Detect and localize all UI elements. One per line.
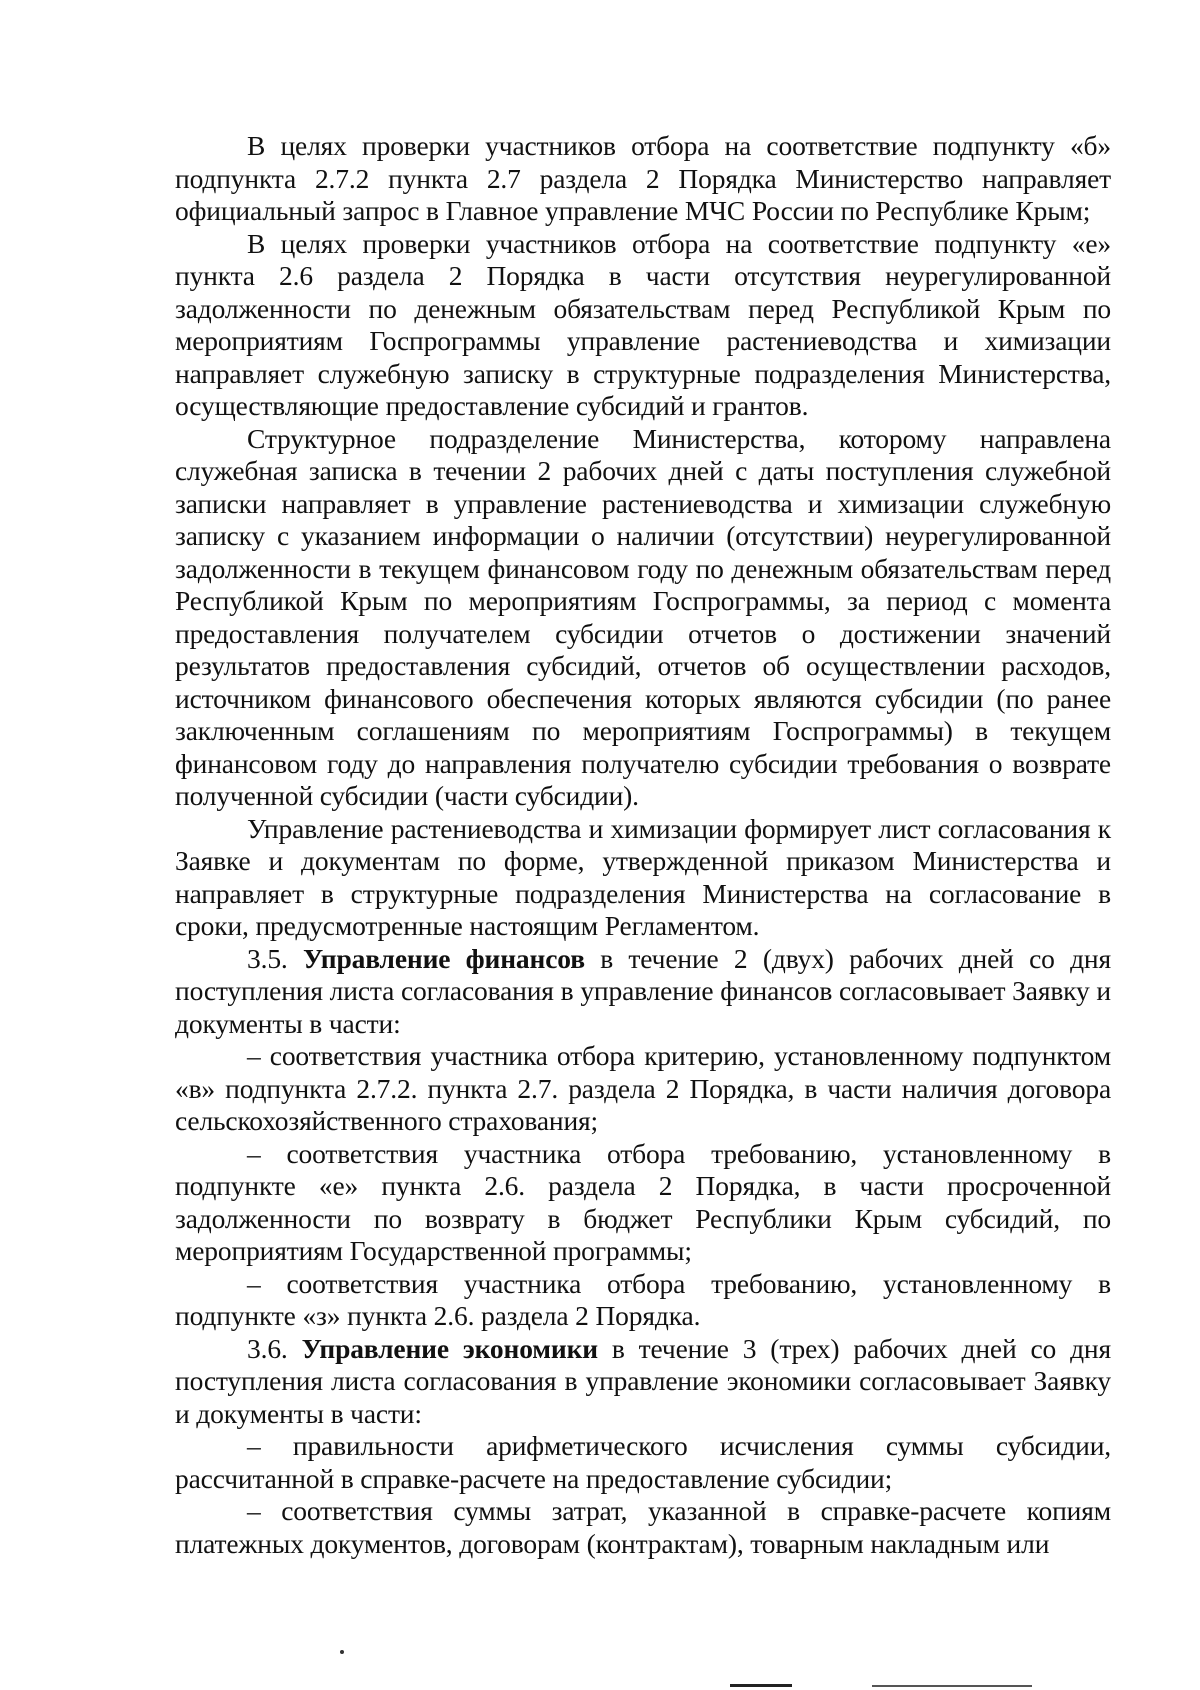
scan-speck xyxy=(340,1650,344,1654)
paragraph-3: Структурное подразделение Министерства, которому направлена служебная записка в течении 2 рабочих дней с даты поступления служебной записки направляет в управление растениеводства и химизации служебную записку с указанием информации о наличии (отсутствии) неурегулированной задолженности в текущем финансовом году по денежным обязательствам перед Республикой Крым по мероприятиям Госпрограммы, за период с момента предоставления получателем субсидии отчетов о достижении значений результатов предоставления субсидий, отчетов об осуществлении расходов, источником финансового обеспечения которых являются субсидии (по ранее заключенным соглашениям по мероприятиям Госпрограммы) в текущем финансовом году до направления получателю субсидии требования о возврате полученной субсидии (части субсидии). xyxy=(175,422,1111,811)
list-item-2: – соответствия участника отбора требованию, установленному в подпункте «е» пункта 2.6. раздела 2 Порядка, в части просроченной задолженности по возврату в бюджет Республики Крым субсидий, по мероприятиям Государственной программы; xyxy=(175,1137,1111,1266)
section-3-5-heading: Управление финансов xyxy=(303,942,585,974)
document-page xyxy=(175,130,1111,1630)
paragraph-1: В целях проверки участников отбора на соответствие подпункту «б» подпункта 2.7.2 пункта 2.7 раздела 2 Порядка Министерство направляет официальный запрос в Главное управление МЧС России по Республике Крым; xyxy=(175,130,1111,226)
section-3-5 xyxy=(175,943,1111,1041)
section-3-6 xyxy=(175,1333,1111,1431)
list-item-5: – соответствия суммы затрат, указанной в справке-расчете копиям платежных документов, договорам (контрактам), товарным накладным или xyxy=(175,1495,1111,1559)
scan-edge-mark-2 xyxy=(872,1685,1032,1687)
section-3-5-number: 3.5. xyxy=(247,942,303,974)
section-3-5-text: в течение 2 (двух) рабочих дней со дня поступления листа согласования в управление финансов согласовывает Заявку и документы в части: xyxy=(175,942,1111,1039)
list-item-4: – правильности арифметического исчисления суммы субсидии, рассчитанной в справке-расчете на предоставление субсидии; xyxy=(175,1430,1111,1494)
scan-edge-mark xyxy=(730,1684,792,1687)
section-3-6-number: 3.6. xyxy=(247,1332,302,1364)
list-item-1: – соответствия участника отбора критерию, установленному подпунктом «в» подпункта 2.7.2. пункта 2.7. раздела 2 Порядка, в части наличия договора сельскохозяйственного страхования; xyxy=(175,1040,1111,1136)
section-3-6-text: в течение 3 (трех) рабочих дней со дня поступления листа согласования в управление экономики согласовывает Заявку и документы в части: xyxy=(175,1332,1111,1429)
list-item-3: – соответствия участника отбора требованию, установленному в подпункте «з» пункта 2.6. раздела 2 Порядка. xyxy=(175,1267,1111,1331)
paragraph-4: Управление растениеводства и химизации формирует лист согласования к Заявке и документам по форме, утвержденной приказом Министерства и направляет в структурные подразделения Министерства на согласование в сроки, предусмотренные настоящим Регламентом. xyxy=(175,812,1111,941)
paragraph-2: В целях проверки участников отбора на соответствие подпункту «е» пункта 2.6 раздела 2 Порядка в части отсутствия неурегулированной задолженности по денежным обязательствам перед Республикой Крым по мероприятиям Госпрограммы управление растениеводства и химизации направляет служебную записку в структурные подразделения Министерства, осуществляющие предоставление субсидий и грантов. xyxy=(175,227,1111,421)
section-3-6-heading: Управление экономики xyxy=(301,1332,598,1364)
